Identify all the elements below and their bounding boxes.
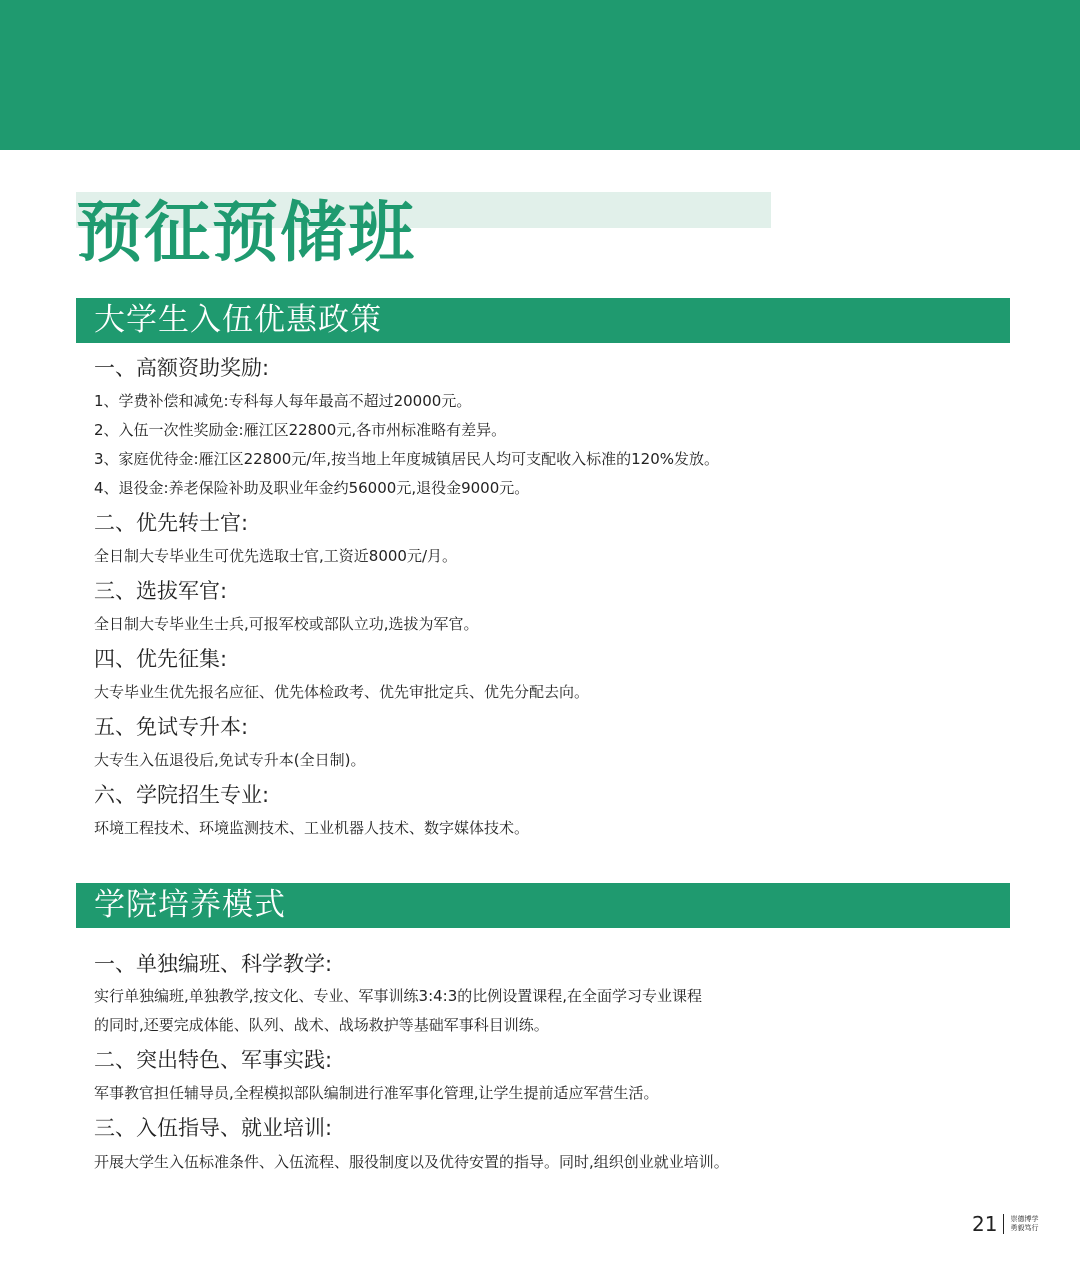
page-number: 21 <box>972 1212 998 1236</box>
item-text: 大专生入伍退役后,免试专升本(全日制)。 <box>94 751 366 769</box>
motto-line: 勇毅笃行 <box>1010 1224 1039 1232</box>
motto-line: 崇德博学 <box>1010 1215 1039 1223</box>
item-text: 实行单独编班,单独教学,按文化、专业、军事训练3:4:3的比例设置课程,在全面学习专业课程 <box>94 987 703 1005</box>
item-text: 1、学费补偿和减免:专科每人每年最高不超过20000元。 <box>94 392 472 410</box>
page-title: 预征预储班 <box>76 194 416 271</box>
item-text: 开展大学生入伍标准条件、入伍流程、服役制度以及优待安置的指导。同时,组织创业就业培训。 <box>94 1153 729 1171</box>
item-text: 全日制大专毕业生士兵,可报军校或部队立功,选拔为军官。 <box>94 615 479 633</box>
item-text: 军事教官担任辅导员,全程模拟部队编制进行准军事化管理,让学生提前适应军营生活。 <box>94 1084 659 1102</box>
item-text: 3、家庭优待金:雁江区22800元/年,按当地上年度城镇居民人均可支配收入标准的120%发放。 <box>94 450 720 468</box>
item-text: 环境工程技术、环境监测技术、工业机器人技术、数字媒体技术。 <box>94 819 530 837</box>
item-heading: 一、高额资助奖励: <box>94 356 270 380</box>
item-heading: 三、入伍指导、就业培训: <box>94 1116 333 1140</box>
footer-divider <box>1003 1214 1004 1234</box>
item-text: 4、退役金:养老保险补助及职业年金约56000元,退役金9000元。 <box>94 479 530 497</box>
section-header-policy: 大学生入伍优惠政策 <box>76 298 1010 343</box>
section-header-training: 学院培养模式 <box>76 883 1010 928</box>
item-heading: 二、突出特色、军事实践: <box>94 1048 333 1072</box>
page-footer <box>972 1212 1038 1236</box>
item-text: 全日制大专毕业生可优先选取士官,工资近8000元/月。 <box>94 547 457 565</box>
item-heading: 五、免试专升本: <box>94 715 249 739</box>
item-heading: 一、单独编班、科学教学: <box>94 952 333 976</box>
item-heading: 二、优先转士官: <box>94 511 249 535</box>
top-color-band <box>0 0 1080 150</box>
item-text: 2、入伍一次性奖励金:雁江区22800元,各市州标准略有差异。 <box>94 421 507 439</box>
item-heading: 六、学院招生专业: <box>94 783 270 807</box>
footer-motto <box>1010 1215 1038 1233</box>
item-text: 的同时,还要完成体能、队列、战术、战场救护等基础军事科目训练。 <box>94 1016 549 1034</box>
item-heading: 三、选拔军官: <box>94 579 228 603</box>
item-text: 大专毕业生优先报名应征、优先体检政考、优先审批定兵、优先分配去向。 <box>94 683 590 701</box>
item-heading: 四、优先征集: <box>94 647 228 671</box>
